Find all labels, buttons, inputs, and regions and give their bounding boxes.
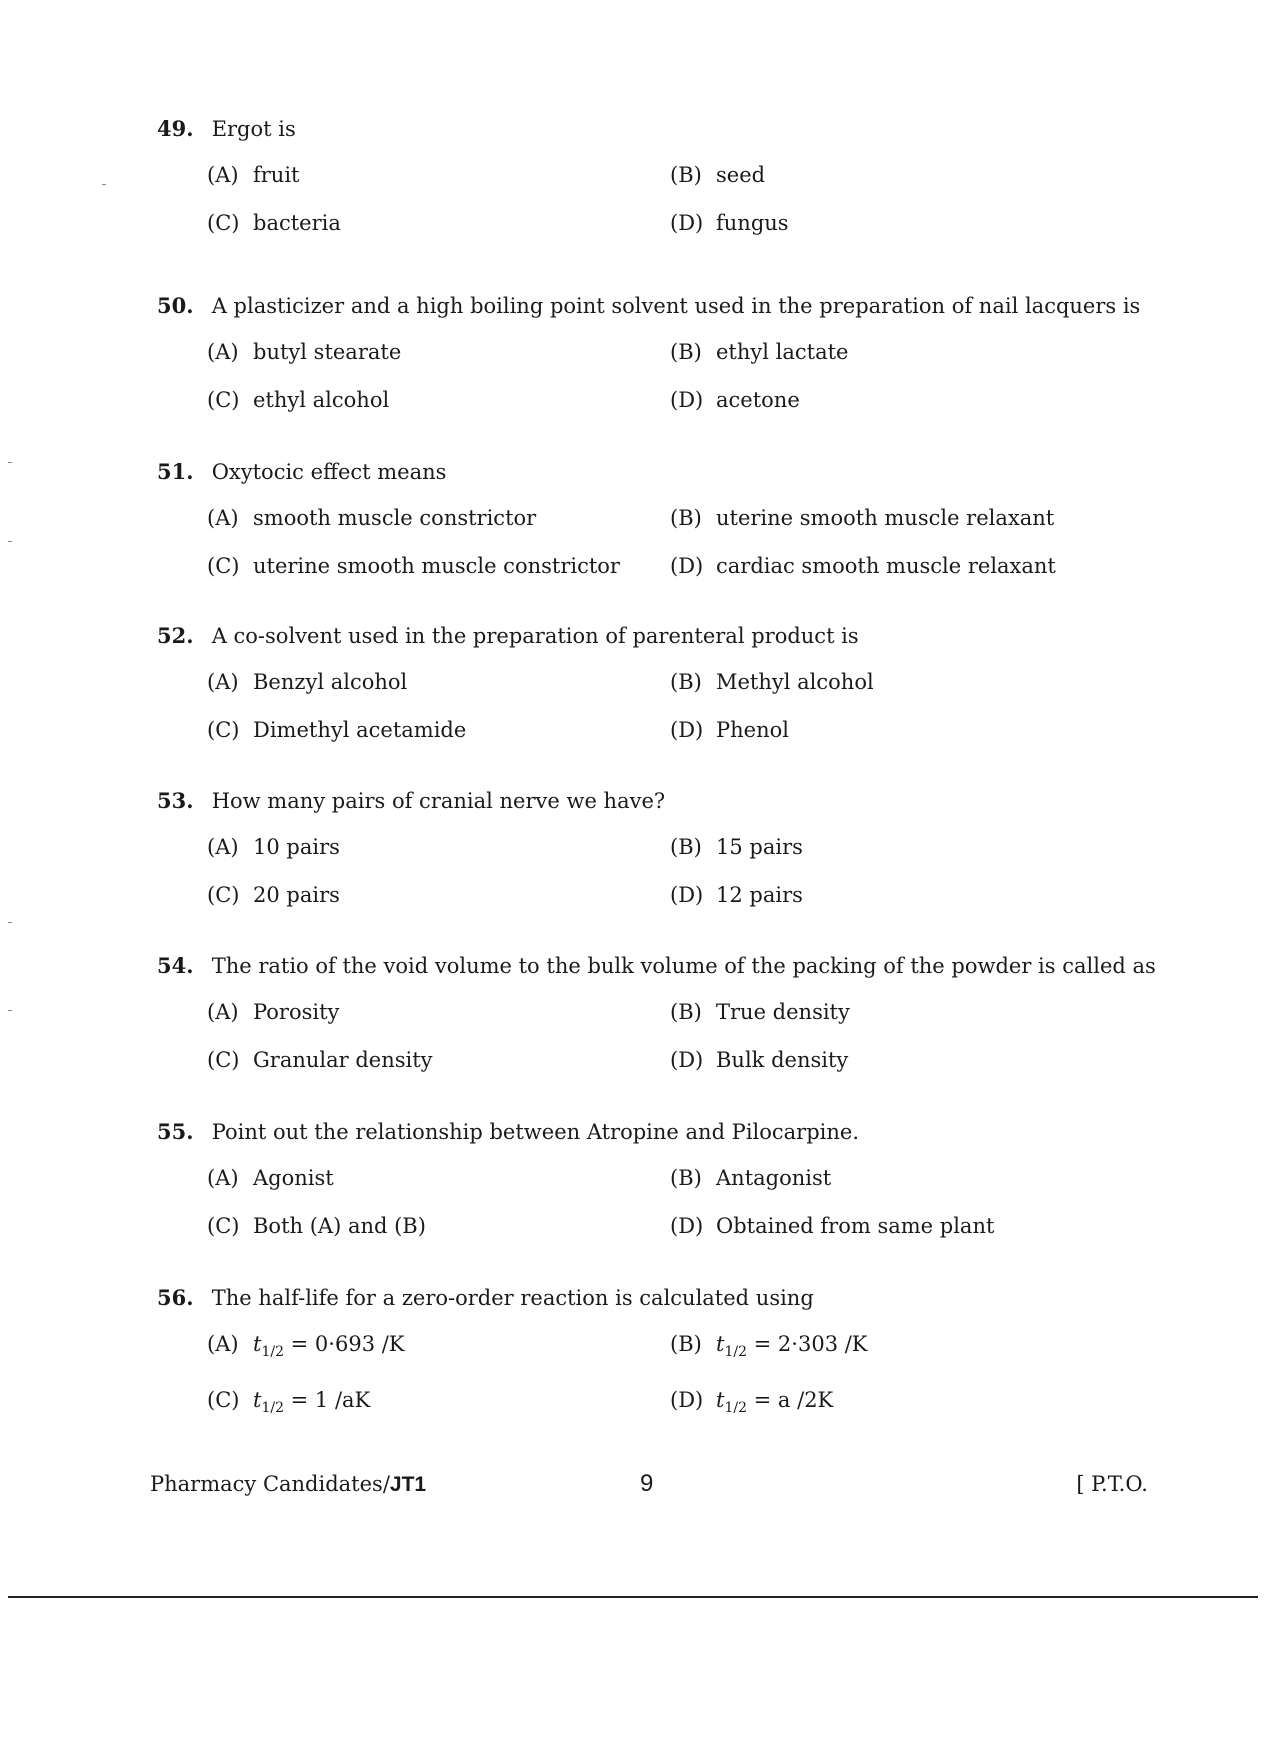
question-text: The ratio of the void volume to the bulk volume of the packing of the powder is called as	[211, 954, 1156, 978]
formula: $t_{1/2} = 1$ /aK	[253, 1388, 371, 1416]
options-grid	[207, 161, 1157, 237]
footer-paper-code: Pharmacy Candidates/JT1	[150, 1472, 427, 1496]
options-grid	[207, 833, 1157, 909]
question-stem	[157, 292, 1157, 320]
option-c: (C) $t_{1/2} = 1$ /aK	[207, 1386, 670, 1422]
options-grid	[207, 338, 1157, 414]
question-50	[157, 292, 1157, 414]
option-c: (C) Dimethyl acetamide	[207, 718, 467, 742]
question-52	[157, 622, 1157, 744]
option-c: (C) uterine smooth muscle constrictor	[207, 554, 620, 578]
option-b: (B) Antagonist	[670, 1166, 832, 1190]
question-56	[157, 1284, 1157, 1422]
option-d: (D) 12 pairs	[670, 883, 803, 907]
option-b: (B) ethyl lactate	[670, 340, 849, 364]
scan-speck	[8, 1010, 12, 1011]
formula: $t_{1/2} = 0\cdot 693$ /K	[253, 1332, 405, 1360]
bottom-rule	[8, 1596, 1258, 1598]
question-number: 52.	[157, 623, 194, 648]
question-text: Ergot is	[211, 117, 296, 141]
formula: $t_{1/2} = a$ /2K	[716, 1388, 834, 1416]
option-b: (B) seed	[670, 163, 766, 187]
option-c: (C) bacteria	[207, 211, 341, 235]
option-a: (A) fruit	[207, 163, 300, 187]
scan-speck	[8, 462, 12, 463]
option-d: (D) cardiac smooth muscle relaxant	[670, 554, 1056, 578]
question-number: 51.	[157, 459, 194, 484]
option-b: (B) Methyl alcohol	[670, 670, 874, 694]
option-b: (B) 15 pairs	[670, 835, 803, 859]
option-d: (D) $t_{1/2} = a$ /2K	[670, 1386, 1140, 1422]
question-stem	[157, 458, 1157, 486]
question-stem	[157, 622, 1157, 650]
question-stem	[157, 952, 1157, 980]
option-a: (A) Porosity	[207, 1000, 340, 1024]
scan-speck	[8, 541, 12, 542]
pto-label: [ P.T.O.	[1076, 1472, 1148, 1496]
option-d: (D) fungus	[670, 211, 789, 235]
question-number: 54.	[157, 953, 194, 978]
question-number: 53.	[157, 788, 194, 813]
option-a: (A) Agonist	[207, 1166, 334, 1190]
option-a: (A) $t_{1/2} = 0\cdot 693$ /K	[207, 1330, 670, 1366]
option-a: (A) butyl stearate	[207, 340, 402, 364]
options-grid	[207, 998, 1157, 1074]
option-c: (C) Both (A) and (B)	[207, 1214, 426, 1238]
option-c: (C) Granular density	[207, 1048, 433, 1072]
question-number: 50.	[157, 293, 194, 318]
option-a: (A) Benzyl alcohol	[207, 670, 408, 694]
question-text: A plasticizer and a high boiling point solvent used in the preparation of nail lacquers is	[211, 294, 1141, 318]
options-grid	[207, 668, 1157, 744]
question-number: 49.	[157, 116, 194, 141]
scan-speck	[8, 922, 12, 923]
question-54	[157, 952, 1157, 1074]
option-b: (B) $t_{1/2} = 2\cdot 303$ /K	[670, 1330, 1140, 1366]
option-a: (A) 10 pairs	[207, 835, 340, 859]
question-text: Oxytocic effect means	[211, 460, 447, 484]
option-b: (B) uterine smooth muscle relaxant	[670, 506, 1055, 530]
question-stem	[157, 787, 1157, 815]
question-text: A co-solvent used in the preparation of parenteral product is	[211, 624, 859, 648]
question-number: 55.	[157, 1119, 194, 1144]
option-c: (C) 20 pairs	[207, 883, 340, 907]
option-d: (D) acetone	[670, 388, 800, 412]
option-c: (C) ethyl alcohol	[207, 388, 390, 412]
question-text: How many pairs of cranial nerve we have?	[211, 789, 666, 813]
question-stem	[157, 1118, 1157, 1146]
question-55	[157, 1118, 1157, 1240]
question-text: The half-life for a zero-order reaction is calculated using	[211, 1286, 814, 1310]
option-a: (A) smooth muscle constrictor	[207, 506, 537, 530]
question-number: 56.	[157, 1285, 194, 1310]
formula: $t_{1/2} = 2\cdot 303$ /K	[716, 1332, 868, 1360]
question-51	[157, 458, 1157, 580]
options-grid	[207, 504, 1157, 580]
question-49	[157, 115, 1157, 237]
option-d: (D) Phenol	[670, 718, 789, 742]
question-text: Point out the relationship between Atropine and Pilocarpine.	[211, 1120, 859, 1144]
option-d: (D) Obtained from same plant	[670, 1214, 995, 1238]
scan-speck	[102, 184, 106, 185]
option-d: (D) Bulk density	[670, 1048, 849, 1072]
question-stem	[157, 115, 1157, 143]
question-stem	[157, 1284, 1157, 1312]
option-b: (B) True density	[670, 1000, 850, 1024]
page-number: 9	[640, 1470, 654, 1497]
options-grid	[207, 1330, 1157, 1422]
options-grid	[207, 1164, 1157, 1240]
question-53	[157, 787, 1157, 909]
